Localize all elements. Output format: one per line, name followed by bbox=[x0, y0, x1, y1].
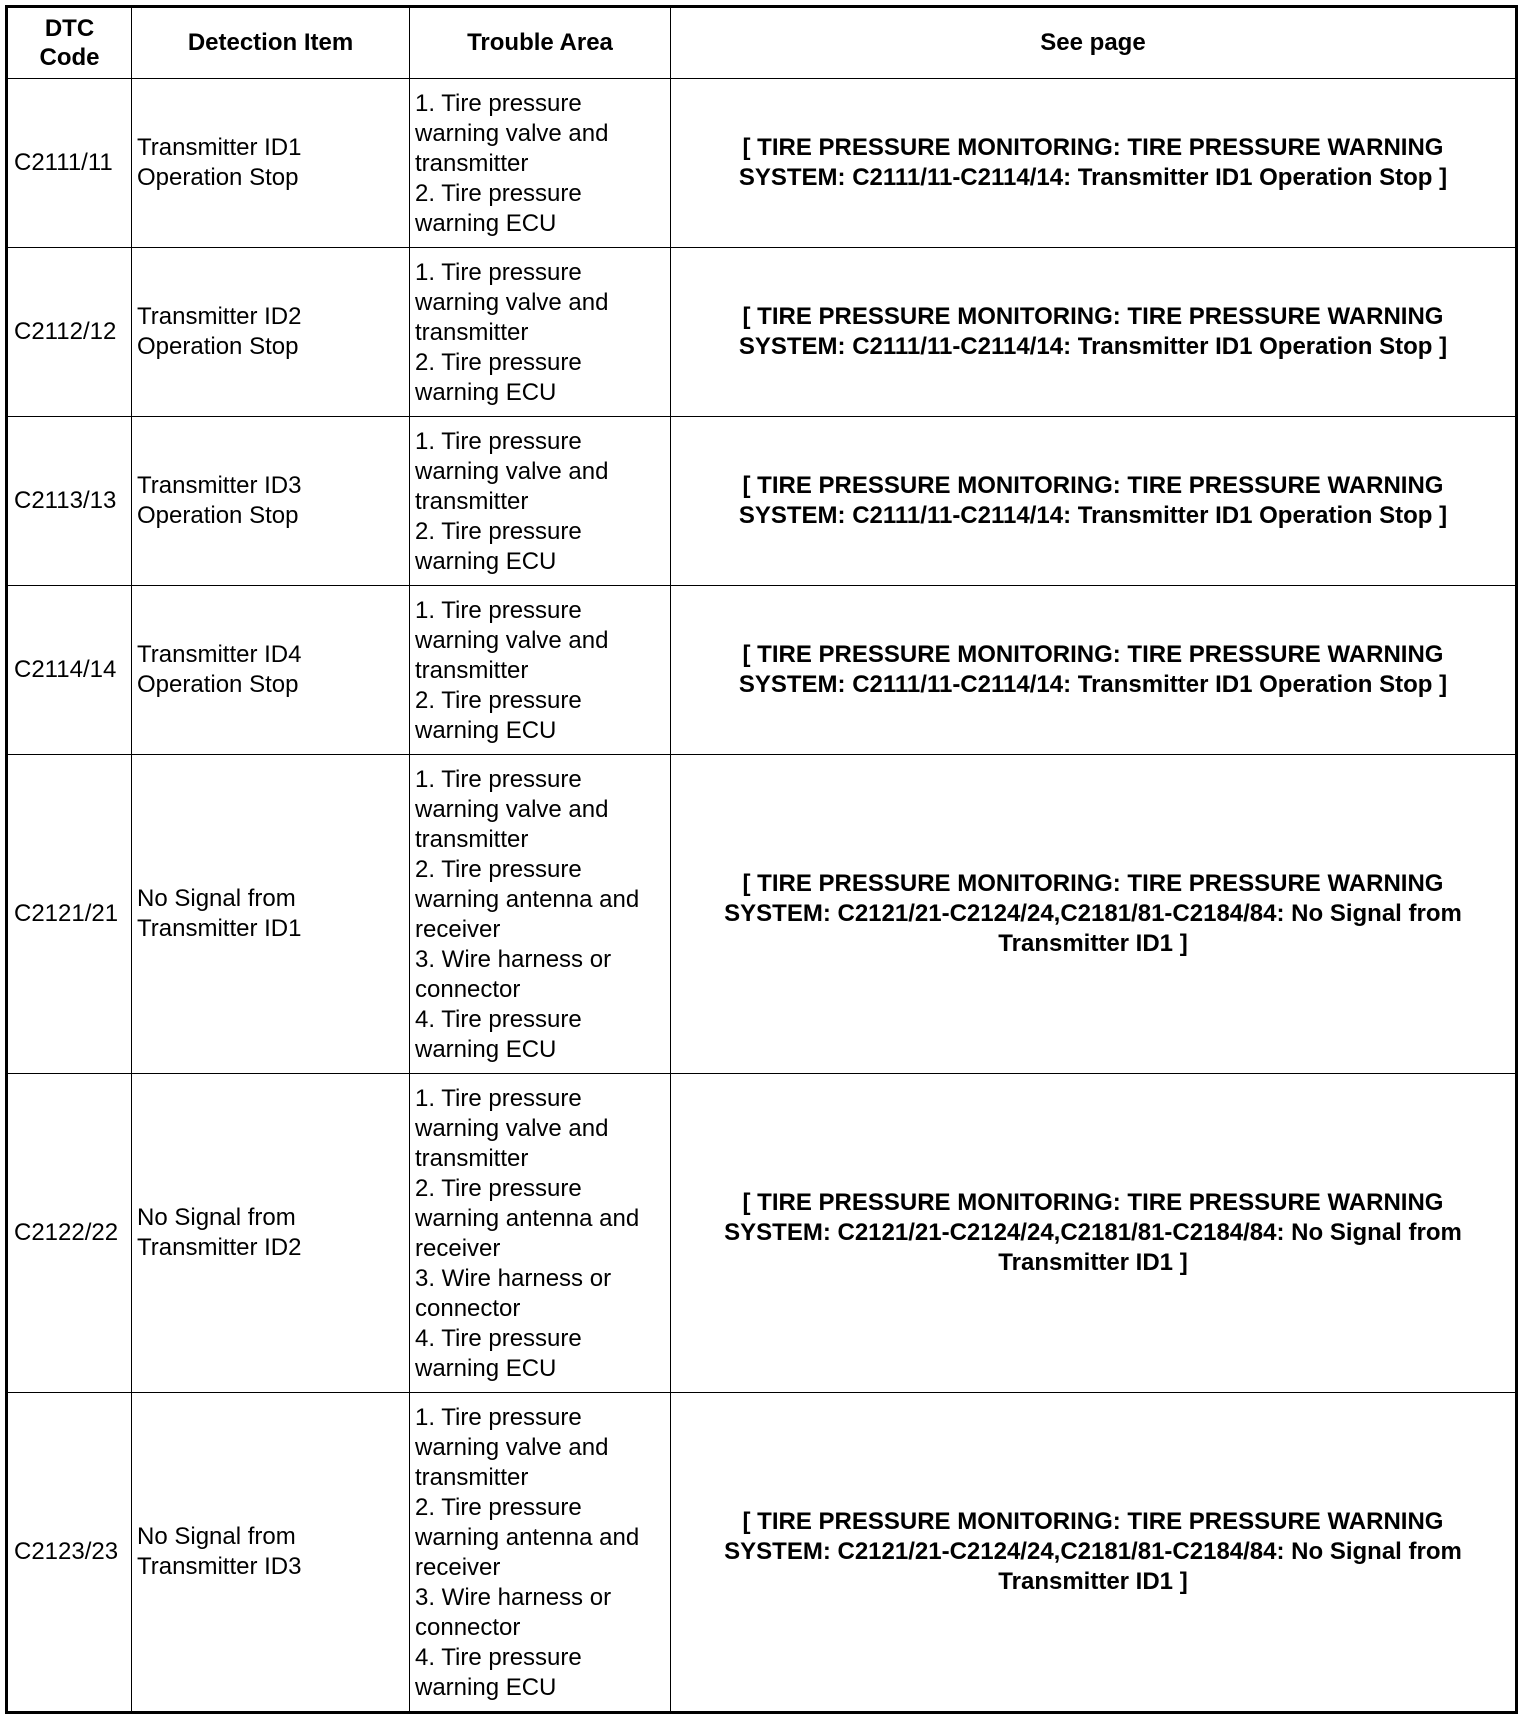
table-row bbox=[7, 1393, 1517, 1713]
trouble-area-cell-line: warning valve and bbox=[415, 796, 609, 823]
dtc-code-cell: C2112/12 bbox=[7, 248, 132, 417]
trouble-area-cell-line: transmitter bbox=[415, 1464, 529, 1491]
trouble-area-cell-line: 2. Tire pressure bbox=[415, 180, 582, 207]
trouble-area-cell bbox=[410, 417, 671, 586]
detection-item-cell-line: Operation Stop bbox=[137, 671, 299, 698]
dtc-code-cell: C2123/23 bbox=[7, 1393, 132, 1713]
detection-item-cell-line: Transmitter ID2 bbox=[137, 303, 302, 330]
trouble-area-cell-line: receiver bbox=[415, 1235, 501, 1262]
trouble-area-cell-line: warning antenna and bbox=[415, 886, 640, 913]
see-page-cell-line: Transmitter ID1 ] bbox=[998, 1249, 1188, 1276]
detection-item-cell bbox=[132, 1393, 410, 1713]
see-page-cell-line: SYSTEM: C2121/21-C2124/24,C2181/81-C2184/84: No Signal from bbox=[724, 900, 1462, 927]
detection-item-cell-line: No Signal from bbox=[137, 1523, 296, 1550]
trouble-area-cell-line: warning ECU bbox=[415, 717, 557, 744]
detection-item-cell-line: No Signal from bbox=[137, 885, 296, 912]
trouble-area-cell-line: warning antenna and bbox=[415, 1524, 640, 1551]
trouble-area-cell-line: 2. Tire pressure bbox=[415, 687, 582, 714]
see-page-cell-line: [ TIRE PRESSURE MONITORING: TIRE PRESSURE WARNING bbox=[742, 1508, 1444, 1535]
dtc-code-cell: C2121/21 bbox=[7, 755, 132, 1074]
trouble-area-cell-line: transmitter bbox=[415, 1145, 529, 1172]
detection-item-cell-line: Transmitter ID3 bbox=[137, 1553, 302, 1580]
trouble-area-cell-line: warning valve and bbox=[415, 458, 609, 485]
trouble-area-cell-line: connector bbox=[415, 976, 521, 1003]
header-dtc-code bbox=[7, 7, 132, 79]
detection-item-cell-line: Operation Stop bbox=[137, 502, 299, 529]
detection-item-cell bbox=[132, 586, 410, 755]
dtc-code-cell: C2113/13 bbox=[7, 417, 132, 586]
trouble-area-cell-line: transmitter bbox=[415, 657, 529, 684]
trouble-area-cell-line: warning ECU bbox=[415, 210, 557, 237]
see-page-cell-line: SYSTEM: C2111/11-C2114/14: Transmitter ID1 Operation Stop ] bbox=[738, 502, 1448, 529]
detection-item-cell-line: Transmitter ID4 bbox=[137, 641, 302, 668]
trouble-area-cell-line: transmitter bbox=[415, 488, 529, 515]
trouble-area-cell-line: warning ECU bbox=[415, 548, 557, 575]
trouble-area-cell bbox=[410, 79, 671, 248]
detection-item-cell bbox=[132, 417, 410, 586]
dtc-table bbox=[5, 5, 1518, 1714]
detection-item-cell-line: No Signal from bbox=[137, 1204, 296, 1231]
trouble-area-cell-line: 1. Tire pressure bbox=[415, 428, 582, 455]
trouble-area-cell-line: warning valve and bbox=[415, 627, 609, 654]
table-row bbox=[7, 755, 1517, 1074]
trouble-area-cell-line: warning valve and bbox=[415, 1115, 609, 1142]
trouble-area-cell-line: connector bbox=[415, 1614, 521, 1641]
table-row bbox=[7, 248, 1517, 417]
see-page-cell-line: [ TIRE PRESSURE MONITORING: TIRE PRESSURE WARNING bbox=[742, 641, 1444, 668]
see-page-cell-line: SYSTEM: C2121/21-C2124/24,C2181/81-C2184/84: No Signal from bbox=[724, 1538, 1462, 1565]
header-dtc-code-line1: DTC bbox=[44, 15, 95, 42]
trouble-area-cell bbox=[410, 1393, 671, 1713]
trouble-area-cell-line: warning ECU bbox=[415, 1355, 557, 1382]
dtc-code-cell: C2111/11 bbox=[7, 79, 132, 248]
trouble-area-cell-line: connector bbox=[415, 1295, 521, 1322]
detection-item-cell-line: Transmitter ID1 bbox=[137, 915, 302, 942]
see-page-cell bbox=[671, 1393, 1517, 1713]
see-page-cell-line: SYSTEM: C2111/11-C2114/14: Transmitter ID1 Operation Stop ] bbox=[738, 333, 1448, 360]
trouble-area-cell-line: 1. Tire pressure bbox=[415, 259, 582, 286]
trouble-area-cell-line: transmitter bbox=[415, 150, 529, 177]
table-row bbox=[7, 586, 1517, 755]
see-page-cell-line: Transmitter ID1 ] bbox=[998, 930, 1188, 957]
trouble-area-cell-line: receiver bbox=[415, 1554, 501, 1581]
trouble-area-cell-line: 3. Wire harness or bbox=[415, 946, 612, 973]
trouble-area-cell-line: warning valve and bbox=[415, 1434, 609, 1461]
trouble-area-cell-line: transmitter bbox=[415, 826, 529, 853]
trouble-area-cell-line: warning antenna and bbox=[415, 1205, 640, 1232]
see-page-cell bbox=[671, 586, 1517, 755]
trouble-area-cell-line: 4. Tire pressure bbox=[415, 1644, 582, 1671]
trouble-area-cell-line: 2. Tire pressure bbox=[415, 1175, 582, 1202]
trouble-area-cell bbox=[410, 586, 671, 755]
trouble-area-cell-line: 1. Tire pressure bbox=[415, 90, 582, 117]
trouble-area-cell-line: 4. Tire pressure bbox=[415, 1006, 582, 1033]
see-page-cell-line: [ TIRE PRESSURE MONITORING: TIRE PRESSURE WARNING bbox=[742, 303, 1444, 330]
trouble-area-cell-line: warning valve and bbox=[415, 120, 609, 147]
table-row bbox=[7, 417, 1517, 586]
trouble-area-cell-line: 3. Wire harness or bbox=[415, 1584, 612, 1611]
table-header-row bbox=[7, 7, 1517, 79]
dtc-code-cell: C2122/22 bbox=[7, 1074, 132, 1393]
detection-item-cell bbox=[132, 755, 410, 1074]
dtc-code-cell: C2114/14 bbox=[7, 586, 132, 755]
see-page-cell bbox=[671, 1074, 1517, 1393]
detection-item-cell-line: Transmitter ID1 bbox=[137, 134, 302, 161]
detection-item-cell-line: Operation Stop bbox=[137, 164, 299, 191]
dtc-table-wrapper bbox=[5, 5, 1518, 1714]
trouble-area-cell-line: 2. Tire pressure bbox=[415, 1494, 582, 1521]
trouble-area-cell-line: 2. Tire pressure bbox=[415, 856, 582, 883]
trouble-area-cell-line: warning ECU bbox=[415, 1674, 557, 1701]
detection-item-cell bbox=[132, 1074, 410, 1393]
trouble-area-cell-line: transmitter bbox=[415, 319, 529, 346]
detection-item-cell bbox=[132, 79, 410, 248]
trouble-area-cell-line: warning ECU bbox=[415, 1036, 557, 1063]
header-detection-item: Detection Item bbox=[132, 7, 410, 79]
detection-item-cell-line: Transmitter ID3 bbox=[137, 472, 302, 499]
header-dtc-code-line2: Code bbox=[39, 44, 100, 71]
trouble-area-cell-line: 3. Wire harness or bbox=[415, 1265, 612, 1292]
detection-item-cell bbox=[132, 248, 410, 417]
see-page-cell-line: SYSTEM: C2111/11-C2114/14: Transmitter ID1 Operation Stop ] bbox=[738, 164, 1448, 191]
table-body bbox=[7, 79, 1517, 1713]
see-page-cell-line: [ TIRE PRESSURE MONITORING: TIRE PRESSURE WARNING bbox=[742, 1189, 1444, 1216]
trouble-area-cell bbox=[410, 755, 671, 1074]
trouble-area-cell-line: warning valve and bbox=[415, 289, 609, 316]
see-page-cell bbox=[671, 79, 1517, 248]
trouble-area-cell bbox=[410, 248, 671, 417]
trouble-area-cell-line: 1. Tire pressure bbox=[415, 1404, 582, 1431]
see-page-cell bbox=[671, 417, 1517, 586]
header-see-page: See page bbox=[671, 7, 1517, 79]
see-page-cell-line: Transmitter ID1 ] bbox=[998, 1568, 1188, 1595]
trouble-area-cell-line: receiver bbox=[415, 916, 501, 943]
table-row bbox=[7, 79, 1517, 248]
detection-item-cell-line: Operation Stop bbox=[137, 333, 299, 360]
trouble-area-cell bbox=[410, 1074, 671, 1393]
trouble-area-cell-line: 1. Tire pressure bbox=[415, 1085, 582, 1112]
trouble-area-cell-line: 1. Tire pressure bbox=[415, 766, 582, 793]
header-trouble-area: Trouble Area bbox=[410, 7, 671, 79]
trouble-area-cell-line: 2. Tire pressure bbox=[415, 518, 582, 545]
detection-item-cell-line: Transmitter ID2 bbox=[137, 1234, 302, 1261]
see-page-cell bbox=[671, 755, 1517, 1074]
trouble-area-cell-line: warning ECU bbox=[415, 379, 557, 406]
see-page-cell-line: SYSTEM: C2111/11-C2114/14: Transmitter ID1 Operation Stop ] bbox=[738, 671, 1448, 698]
see-page-cell-line: [ TIRE PRESSURE MONITORING: TIRE PRESSURE WARNING bbox=[742, 472, 1444, 499]
see-page-cell-line: SYSTEM: C2121/21-C2124/24,C2181/81-C2184/84: No Signal from bbox=[724, 1219, 1462, 1246]
trouble-area-cell-line: 2. Tire pressure bbox=[415, 349, 582, 376]
see-page-cell-line: [ TIRE PRESSURE MONITORING: TIRE PRESSURE WARNING bbox=[742, 134, 1444, 161]
table-row bbox=[7, 1074, 1517, 1393]
see-page-cell bbox=[671, 248, 1517, 417]
trouble-area-cell-line: 4. Tire pressure bbox=[415, 1325, 582, 1352]
see-page-cell-line: [ TIRE PRESSURE MONITORING: TIRE PRESSURE WARNING bbox=[742, 870, 1444, 897]
trouble-area-cell-line: 1. Tire pressure bbox=[415, 597, 582, 624]
